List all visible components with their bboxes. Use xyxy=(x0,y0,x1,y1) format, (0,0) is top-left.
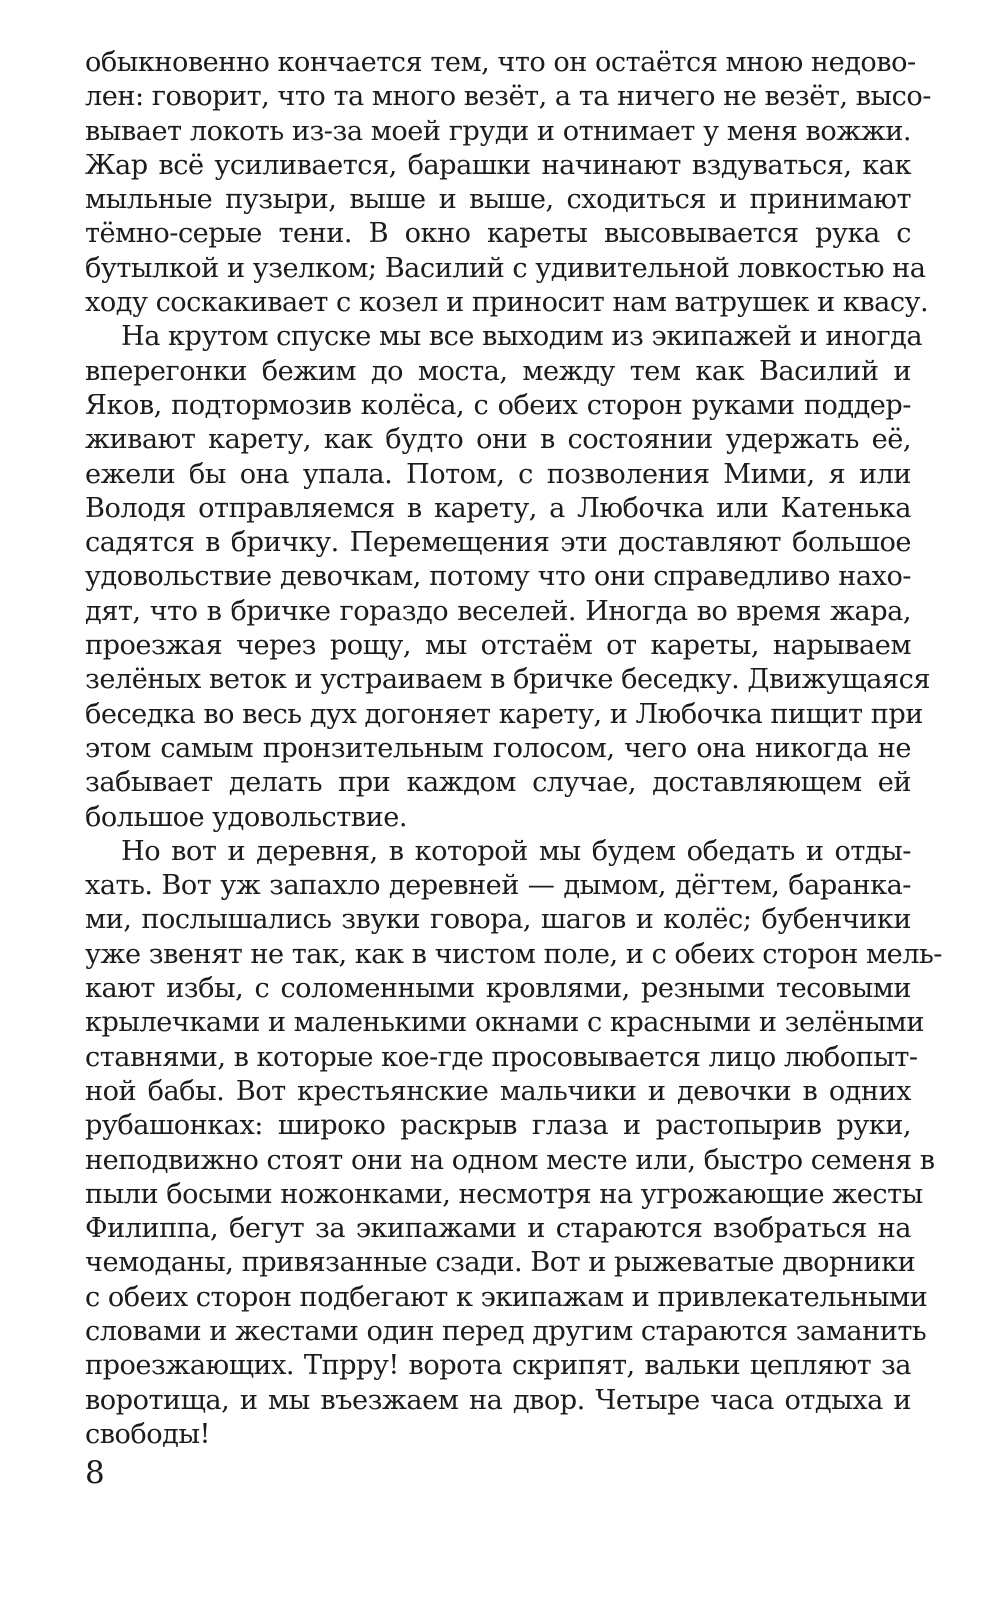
text-line: тёмно-серые тени. В окно кареты высовывается рука с xyxy=(85,218,911,250)
text-block xyxy=(85,46,942,1452)
text-line: Но вот и деревня, в которой мы будем обедать и отды- xyxy=(121,835,911,867)
text-line: забывает делать при каждом случае, доставляющем ей xyxy=(85,767,911,799)
text-line: воротища, и мы въезжаем на двор. Четыре часа отдыха и xyxy=(85,1384,911,1416)
text-line: ежели бы она упала. Потом, с позволения Мими, я или xyxy=(85,458,911,490)
text-line: рубашонках: широко раскрыв глаза и растопырив руки, xyxy=(85,1110,911,1142)
paragraph xyxy=(85,320,930,834)
text-line: удовольствие девочкам, потому что они справедливо нахо- xyxy=(85,561,911,593)
text-line: зелёных веток и устраиваем в бричке беседку. Движущаяся xyxy=(85,664,930,696)
text-line: хать. Вот уж запахло деревней — дымом, дёгтем, баранка- xyxy=(85,870,911,902)
text-line: ходу соскакивает с козел и приносит нам ватрушек и квасу. xyxy=(85,287,929,319)
text-line: Володя отправляемся в карету, а Любочка или Катенька xyxy=(85,492,911,524)
text-line: Яков, подтормозив колёса, с обеих сторон руками поддер- xyxy=(85,389,911,421)
text-line: неподвижно стоят они на одном месте или, быстро семеня в xyxy=(85,1144,935,1176)
text-line: живают карету, как будто они в состоянии удержать её, xyxy=(85,424,911,456)
text-line: ставнями, в которые кое-где просовывается лицо любопыт- xyxy=(85,1041,918,1073)
text-line: свободы! xyxy=(85,1418,210,1450)
text-line: большое удовольствие. xyxy=(85,801,407,833)
text-line: с обеих сторон подбегают к экипажам и привлекательными xyxy=(85,1281,928,1313)
text-line: кают избы, с соломенными кровлями, резными тесовыми xyxy=(85,973,911,1005)
text-line: бутылкой и узелком; Василий с удивительной ловкостью на xyxy=(85,252,926,284)
text-line: На крутом спуске мы все выходим из экипажей и иногда xyxy=(121,321,923,353)
text-line: проезжающих. Тпрру! ворота скрипят, вальки цепляют за xyxy=(85,1350,911,1382)
text-line: проезжая через рощу, мы отстаём от кареты, нарываем xyxy=(85,630,911,662)
page-body xyxy=(85,46,942,1452)
text-line: этом самым пронзительным голосом, чего она никогда не xyxy=(85,732,911,764)
text-line: дят, что в бричке гораздо веселей. Иногда во время жара, xyxy=(85,595,911,627)
text-line: лен: говорит, что та много везёт, а та ничего не везёт, высо- xyxy=(85,81,931,113)
text-line: ми, послышались звуки говора, шагов и колёс; бубенчики xyxy=(85,904,911,936)
text-line: ной бабы. Вот крестьянские мальчики и девочки в одних xyxy=(85,1075,911,1107)
text-line: Филиппа, бегут за экипажами и стараются взобраться на xyxy=(85,1213,911,1245)
text-line: словами и жестами один перед другим стараются заманить xyxy=(85,1315,927,1347)
text-line: вперегонки бежим до моста, между тем как Василий и xyxy=(85,355,911,387)
text-line: уже звенят не так, как в чистом поле, и с обеих сторон мель- xyxy=(85,938,942,970)
text-line: садятся в бричку. Перемещения эти доставляют большое xyxy=(85,527,911,559)
page-number: 8 xyxy=(85,1455,105,1491)
paragraph xyxy=(85,46,931,320)
paragraph xyxy=(85,835,942,1452)
text-line: Жар всё усиливается, барашки начинают вздуваться, как xyxy=(85,149,911,181)
text-line: вывает локоть из-за моей груди и отнимает у меня вожжи. xyxy=(85,115,911,147)
text-line: мыльные пузыри, выше и выше, сходиться и принимают xyxy=(85,184,911,216)
text-line: беседка во весь дух догоняет карету, и Любочка пищит при xyxy=(85,698,923,730)
text-line: чемоданы, привязанные сзади. Вот и рыжеватые дворники xyxy=(85,1247,916,1279)
text-line: крылечками и маленькими окнами с красными и зелёными xyxy=(85,1007,924,1039)
text-line: обыкновенно кончается тем, что он остаётся мною недово- xyxy=(85,47,916,78)
text-line: пыли босыми ножонками, несмотря на угрожающие жесты xyxy=(85,1178,923,1210)
